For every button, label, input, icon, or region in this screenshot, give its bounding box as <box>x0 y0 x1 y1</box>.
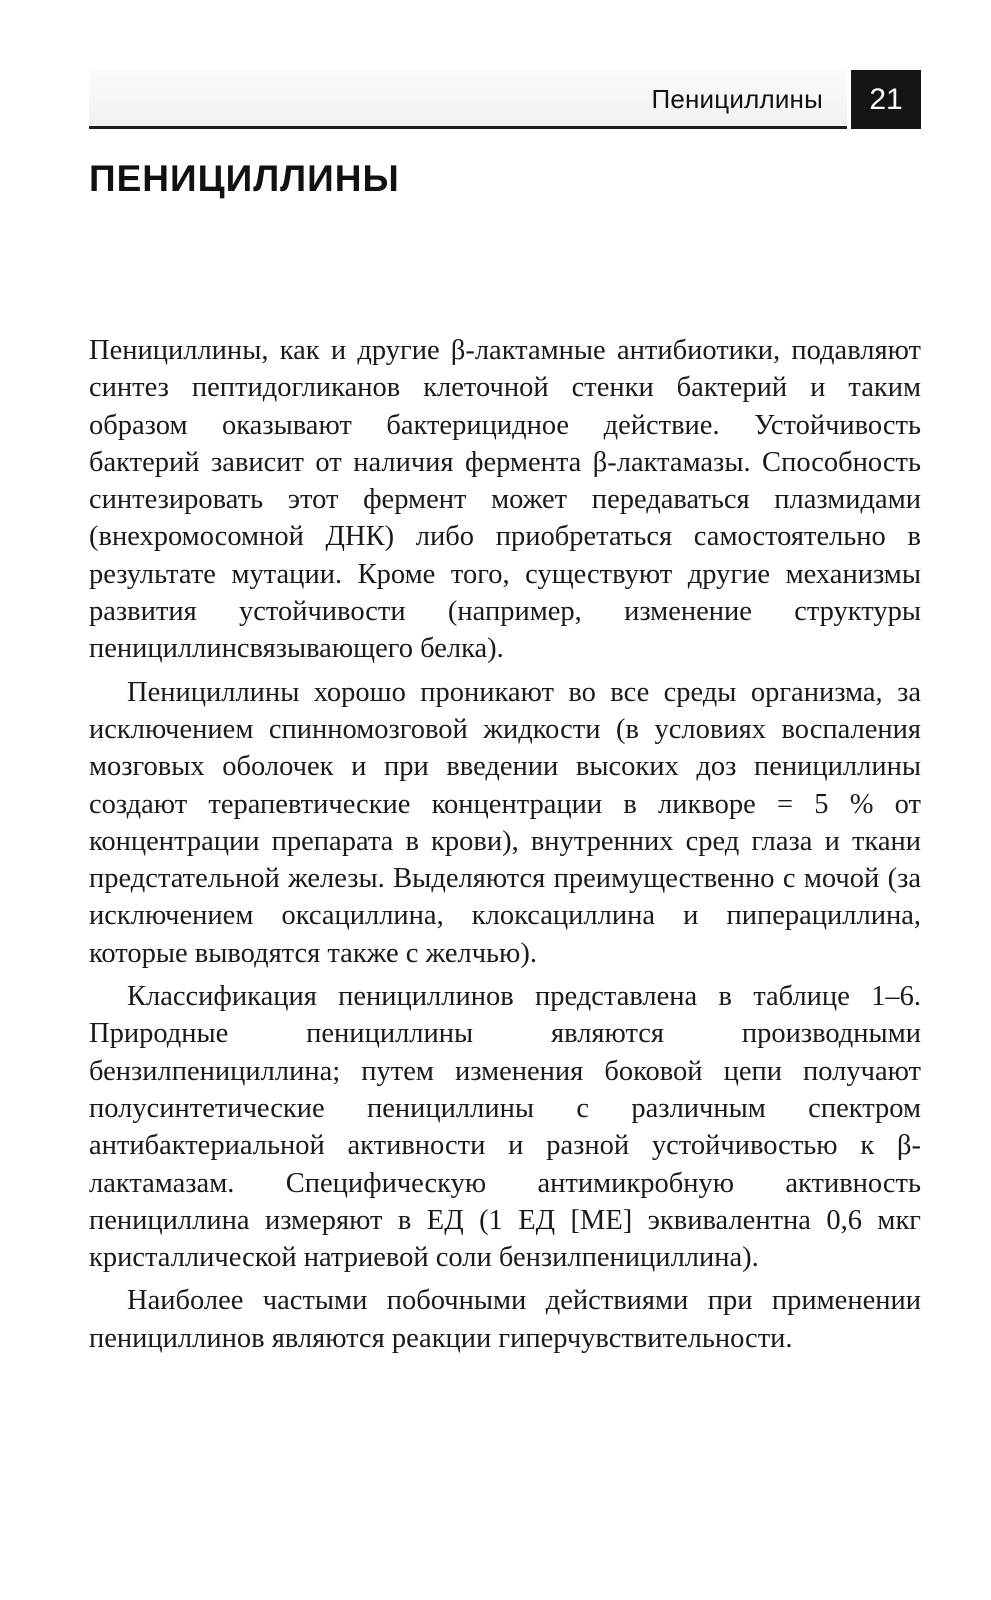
header-rule <box>89 70 847 129</box>
page-number: 21 <box>851 70 921 129</box>
running-header-title: Пенициллины <box>651 84 823 114</box>
paragraph: Пенициллины хорошо проникают во все среды организма, за исключением спинномозговой жидкости (в условиях воспаления мозговых оболочек и при введении высоких доз пенициллины создают терапевтические концентрации в ликворе = 5 % от концентрации препарата в крови), внутренних сред глаза и ткани предстательной железы. Выделяются преимущественно с мочой (за исключением оксациллина, клоксациллина и пиперациллина, которые выводятся также с желчью). <box>89 676 921 969</box>
paragraph: Наиболее частыми побочными действиями при применении пенициллинов являются реакции гиперчувствительности. <box>89 1285 921 1354</box>
chapter-title: ПЕНИЦИЛЛИНЫ <box>89 158 400 199</box>
paragraph: Классификация пенициллинов представлена в таблице 1–6. Природные пенициллины являются производными бензилпенициллина; путем изменения боковой цепи получают полусинтетические пенициллины с различным спектром антибактериальной активности и разной устойчивостью к β-лактамазам. Специфическую антимикробную активность пенициллина измеряют в ЕД (1 ЕД [МЕ] эквивалентна 0,6 мкг кристаллической натриевой соли бензилпенициллина). <box>89 981 921 1274</box>
paragraph: Пенициллины, как и другие β-лактамные антибиотики, подавляют синтез пептидогликанов клеточной стенки бактерий и таким образом оказывают бактерицидное действие. Устойчивость бактерий зависит от наличия фермента β-лактамазы. Способность синтезировать этот фермент может передаваться плазмидами (внехромосомной ДНК) либо приобретаться самостоятельно в результате мутации. Кроме того, существуют другие механизмы развития устойчивости (например, изменение структуры пенициллинсвязывающего белка). <box>89 335 921 665</box>
running-header <box>89 70 921 128</box>
body-text <box>89 332 921 1363</box>
